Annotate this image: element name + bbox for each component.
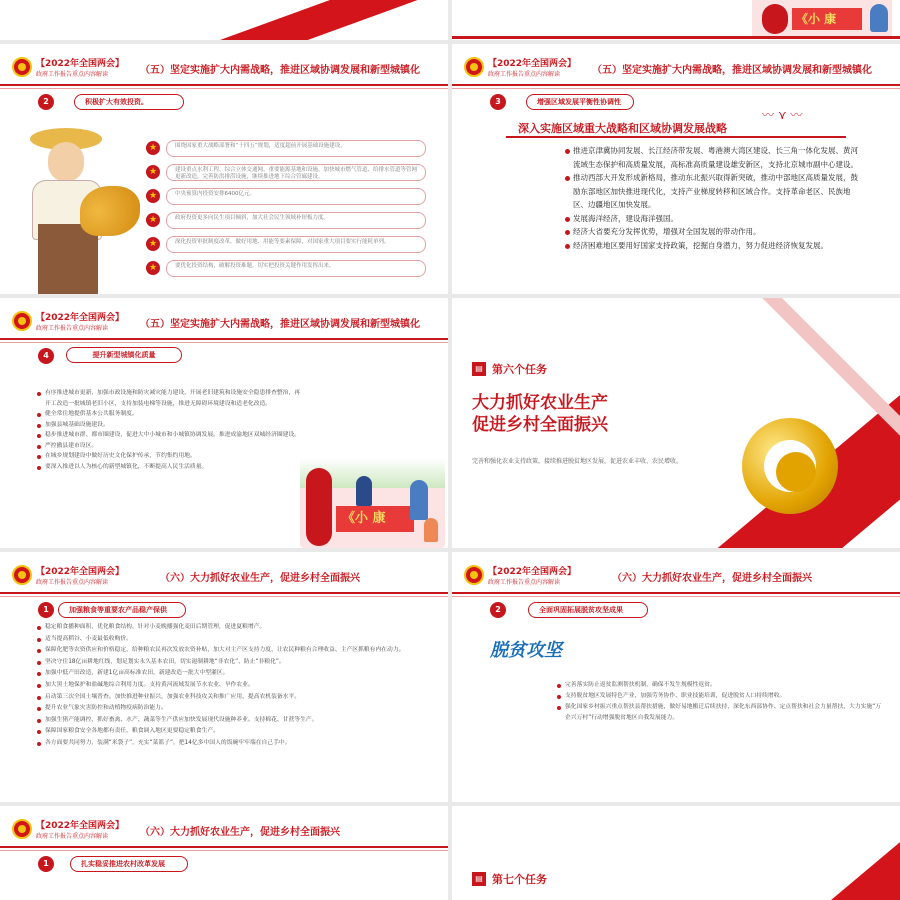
list-item: 健全常住地提供基本公共服务制度。 [36, 409, 304, 420]
star-icon: ★ [146, 141, 160, 155]
red-diagonal-band [812, 806, 900, 900]
xiaokang-banner: 《小 康 [336, 506, 414, 532]
section-title: （五）坚定实施扩大内需战略，推进区域协调发展和新型城镇化 [140, 65, 420, 76]
subsection-pill: 加强粮食等重要农产品稳产保供 [58, 602, 186, 618]
list-item: 完善落实防止返贫监测帮扶机制，确保不发生规模性返贫。 [556, 680, 886, 691]
party-emblem-icon [464, 565, 484, 585]
star-icon: ★ [146, 261, 160, 275]
list-item: 稳定粮食播种面积，优化粮食结构，针对小麦晚播强化麦田后期管理，促进夏粮增产。 [36, 622, 416, 634]
item-number: 3 [490, 94, 506, 110]
bottom-red-line [452, 36, 900, 39]
region-heading: 深入实施区域重大战略和区域协调发展战略 [518, 122, 727, 135]
slide-region[interactable] [452, 44, 900, 294]
list-item: 推进京津冀协同发展、长江经济带发展、粤港澳大湾区建设、长三角一体化发展、黄河流域生态保护和高质量发展，高标准高质量建设雄安新区，支持北京城市副中心建设。 [564, 144, 860, 171]
item-number: 1 [38, 602, 54, 618]
item-text: 要优化投资结构，破解投资难题，切实把投资关键作用发挥出来。 [166, 260, 426, 277]
slide-partial-top-left[interactable] [0, 0, 448, 40]
scroll-roll-icon [762, 4, 788, 34]
header-divider [0, 846, 448, 848]
slide-urbanization[interactable] [0, 298, 448, 548]
list-item: 支持脱贫地区发展特色产业，加强劳务协作、职业技能培训，促进脱贫人口持续增收。 [556, 691, 886, 702]
header-subtitle: 政府工作报告重点内容解读 [488, 579, 561, 586]
subsection-pill: 扎实稳妥推进农村改革发展 [70, 856, 188, 872]
item-number: 2 [490, 602, 506, 618]
red-diagonal-band [220, 0, 448, 40]
list-item: 发展海洋经济，建设海洋强国。 [564, 212, 860, 226]
flying-birds-icon: 〰 ⋎ 〰 [762, 108, 803, 122]
subsection-pill: 增强区域发展平衡性协调性 [526, 94, 634, 110]
task-label: 第七个任务 [492, 873, 547, 886]
list-item: 有序推进城市更新，加强市政设施和防灾减灾能力建设，开展老旧建筑和设施安全隐患排查整治，再开工改造一批城镇老旧小区，支持加装电梯等设施，推进无障碍环境建设和适老化改造。 [36, 388, 304, 409]
list-item: 要深入推进以人为核心的新型城镇化，不断提高人民生活质量。 [36, 462, 304, 473]
header-divider [452, 84, 900, 86]
list-item: 在城乡规划建设中做好历史文化保护传承，节约集约用地。 [36, 451, 304, 462]
list-item: 经济大省要充分发挥优势，增强对全国发展的带动作用。 [564, 225, 860, 239]
poverty-alleviation-emblem: 脱贫攻坚 [490, 640, 562, 661]
item-text: 政府投资更多向民生项目倾斜，加大社会民生领域补短板力度。 [166, 212, 426, 229]
header-divider-thin [0, 596, 448, 597]
list-item: 各方面要共同努力，装满“米袋子”，充实“菜篮子”，把14亿多中国人的饭碗牢牢端在自己手中。 [36, 738, 416, 750]
book-icon: ▤ [472, 362, 486, 376]
item-text: 中央预算内投资安排6400亿元。 [166, 188, 426, 205]
header-divider [0, 338, 448, 340]
list-item [146, 140, 426, 157]
slide-partial-top-right[interactable] [452, 0, 900, 40]
list-item: 加大黑土地保护和盐碱地综合利用力度。支持黄河流域发展节水农业、旱作农业。 [36, 680, 416, 692]
item-text: 建设重点水利工程、综合立体交通网、重要能源基地和设施，加快城市燃气管道、给排水管道等管网更新改造，完善防洪排涝设施，继续推进地下综合管廊建设。 [166, 164, 426, 181]
list-item: 推动西部大开发形成新格局，推动东北振兴取得新突破，推动中部地区高质量发展，鼓励东部地区加快推进现代化，支持产业梯度转移和区域合作。支持革命老区、民族地区、边疆地区加快发展。 [564, 171, 860, 212]
star-icon: ★ [146, 165, 160, 179]
grain-list [36, 622, 416, 750]
party-emblem-icon [12, 57, 32, 77]
header-divider-thin [0, 850, 448, 851]
list-item [146, 212, 426, 229]
list-item: 加强中低产田改造，新建1亿亩高标准农田，新建改造一批大中型灌区。 [36, 668, 416, 680]
list-item: 适当提高稻谷、小麦最低收购价。 [36, 634, 416, 646]
slide-invest[interactable] [0, 44, 448, 294]
party-emblem-icon [12, 565, 32, 585]
header-divider-thin [452, 596, 900, 597]
section-title: （五）坚定实施扩大内需战略，推进区域协调发展和新型城镇化 [592, 65, 872, 76]
slide-reform[interactable] [0, 806, 448, 900]
header-tag: 【2022年全国两会】 [36, 59, 125, 69]
item-number: 1 [38, 856, 54, 872]
cover-description: 完善和强化农业支持政策，接续推进脱贫地区发展，促进农业丰收、农民增收。 [472, 458, 683, 465]
party-emblem-icon [12, 311, 32, 331]
list-item: 启动第三次全国土壤普查。加快推进种业振兴，加强农业科技攻关和推广应用，提高农机装备水平。 [36, 692, 416, 704]
farmer-overalls [38, 224, 98, 294]
star-icon: ★ [146, 213, 160, 227]
wheat-bundle-icon [80, 186, 140, 236]
list-item: 保障国家粮食安全各地都有责任，粮食调入地区更要稳定粮食生产。 [36, 726, 416, 738]
cover-title-line2: 促进乡村全面振兴 [472, 415, 608, 435]
party-emblem-icon [464, 57, 484, 77]
slide-header [452, 44, 900, 86]
header-tag: 【2022年全国两会】 [36, 313, 125, 323]
list-item: 强化国家乡村振兴重点帮扶县帮扶措施，做好易地搬迁后续扶持，深化东西部协作、定点帮扶和社会力量帮扶，大力实施“万企兴万村”行动增强脱贫地区自我发展能力。 [556, 702, 886, 724]
slide-header [0, 298, 448, 340]
scroll-roll-icon [306, 468, 332, 546]
header-tag: 【2022年全国两会】 [36, 567, 125, 577]
slide-cover-task7[interactable] [452, 806, 900, 900]
header-divider-thin [452, 88, 900, 89]
section-title: （五）坚定实施扩大内需战略，推进区域协调发展和新型城镇化 [140, 319, 420, 330]
region-list [564, 144, 860, 252]
xiaokang-banner: 《小 康 [792, 8, 862, 30]
farmer-face [48, 142, 84, 182]
list-item [146, 188, 426, 205]
section-title: （六）大力抓好农业生产，促进乡村全面振兴 [140, 827, 340, 838]
person-figure-icon [356, 476, 372, 506]
slide-header [0, 552, 448, 594]
child-figure-icon [424, 518, 438, 542]
section-title: （六）大力抓好农业生产，促进乡村全面振兴 [160, 573, 360, 584]
list-item: 坚决守住18亿亩耕地红线，划足划实永久基本农田，切实遏制耕地“非农化”、防止“非粮化”。 [36, 657, 416, 669]
section-title: （六）大力抓好农业生产，促进乡村全面振兴 [612, 573, 812, 584]
party-emblem-icon [12, 819, 32, 839]
heading-underline [506, 136, 846, 138]
item-text: 深化投资审批制度改革，做好用地、用能等要素保障，对国家重大项目要实行能耗单列。 [166, 236, 426, 253]
slide-cover-task6[interactable] [452, 298, 900, 548]
item-text: 围绕国家重大战略部署和“十四五”规划，适度超前开展基础设施建设。 [166, 140, 426, 157]
header-tag: 【2022年全国两会】 [488, 59, 577, 69]
villager-figure-icon [870, 4, 888, 32]
farmer-illustration [10, 124, 135, 294]
header-tag: 【2022年全国两会】 [36, 821, 125, 831]
header-subtitle: 政府工作报告重点内容解读 [488, 71, 561, 78]
header-divider [0, 592, 448, 594]
list-item: 加强县城基础设施建设。 [36, 420, 304, 431]
slide-header [0, 806, 448, 848]
item-number: 2 [38, 94, 54, 110]
urbanization-list [36, 388, 304, 472]
subsection-pill: 积极扩大有效投资。 [74, 94, 184, 110]
list-item [146, 236, 426, 253]
header-divider-thin [0, 88, 448, 89]
subsection-pill: 全面巩固拓展脱贫攻坚成果 [528, 602, 648, 618]
task-label: 第六个任务 [492, 363, 547, 376]
emblem-inner [776, 452, 816, 492]
header-divider-thin [0, 342, 448, 343]
list-item: 经济困难地区要用好国家支持政策，挖掘自身潜力，努力促进经济恢复发展。 [564, 239, 860, 253]
header-subtitle: 政府工作报告重点内容解读 [36, 71, 109, 78]
cover-title [472, 392, 608, 436]
xiaokang-illustration [300, 458, 445, 548]
list-item: 保障化肥等农资供应和价格稳定，给种粮农民再次发放农资补贴，加大对主产区支持力度，让农民种粮有合理收益、主产区抓粮有内在动力。 [36, 645, 416, 657]
list-item: 稳步推进城市群、都市圈建设，促进大中小城市和小城镇协调发展。推进成渝地区双城经济圈建设。 [36, 430, 304, 441]
header-divider [452, 592, 900, 594]
villager-figure-icon [410, 480, 428, 520]
book-icon: ▤ [472, 872, 486, 886]
list-item: 加强生猪产能调控，抓好畜禽、水产、蔬菜等生产供应加快发展现代设施种养业。支持棉花、甘蔗等生产。 [36, 715, 416, 727]
poverty-list [556, 680, 886, 724]
header-subtitle: 政府工作报告重点内容解读 [36, 833, 109, 840]
header-subtitle: 政府工作报告重点内容解读 [36, 579, 109, 586]
header-tag: 【2022年全国两会】 [488, 567, 577, 577]
cover-title-line1: 大力抓好农业生产 [472, 393, 608, 413]
slide-grain[interactable] [0, 552, 448, 802]
list-item: 提升农业气象灾害防控和动植物疫病防治能力。 [36, 703, 416, 715]
slide-poverty[interactable] [452, 552, 900, 802]
party-emblem-large-icon [742, 418, 838, 514]
list-item [146, 260, 426, 277]
subsection-pill: 提升新型城镇化质量 [66, 347, 182, 363]
slide-header [452, 552, 900, 594]
list-item: 严控撤县建市设区。 [36, 441, 304, 452]
list-item [146, 164, 426, 181]
header-subtitle: 政府工作报告重点内容解读 [36, 325, 109, 332]
item-number: 4 [38, 348, 54, 364]
header-divider [0, 84, 448, 86]
slide-header [0, 44, 448, 86]
star-icon: ★ [146, 189, 160, 203]
star-icon: ★ [146, 237, 160, 251]
